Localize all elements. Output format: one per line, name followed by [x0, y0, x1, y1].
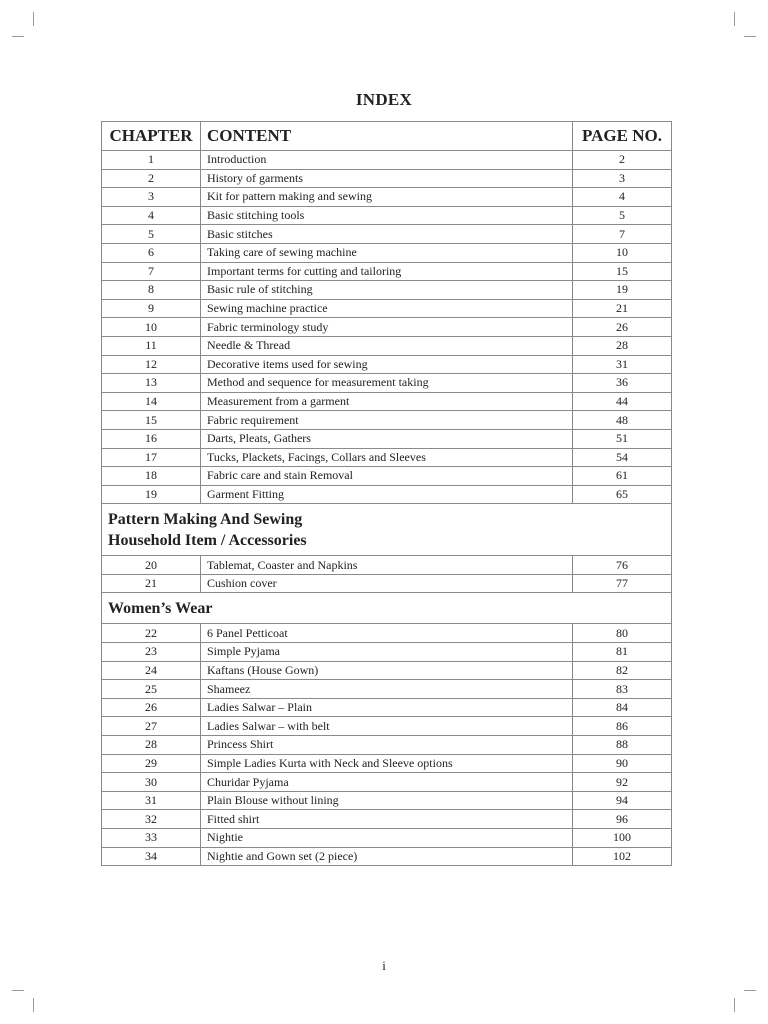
- chapter-title: Kaftans (House Gown): [201, 661, 573, 680]
- chapter-number: 7: [102, 262, 201, 281]
- chapter-title: Simple Pyjama: [201, 643, 573, 662]
- page-number-cell: 21: [573, 299, 672, 318]
- chapter-title: Basic rule of stitching: [201, 281, 573, 300]
- page-number-cell: 81: [573, 643, 672, 662]
- chapter-number: 15: [102, 411, 201, 430]
- chapter-number: 14: [102, 392, 201, 411]
- table-row: [102, 169, 672, 188]
- chapter-title: Measurement from a garment: [201, 392, 573, 411]
- chapter-title: Princess Shirt: [201, 736, 573, 755]
- table-row: [102, 392, 672, 411]
- table-row: [102, 411, 672, 430]
- chapter-title: Fabric care and stain Removal: [201, 467, 573, 486]
- page-number-cell: 3: [573, 169, 672, 188]
- table-row: [102, 448, 672, 467]
- chapter-title: Basic stitching tools: [201, 206, 573, 225]
- crop-mark: [744, 990, 756, 991]
- chapter-number: 25: [102, 680, 201, 699]
- chapter-number: 2: [102, 169, 201, 188]
- page-number-cell: 92: [573, 773, 672, 792]
- page-number-cell: 94: [573, 791, 672, 810]
- page-number-cell: 48: [573, 411, 672, 430]
- page-number-cell: 100: [573, 829, 672, 848]
- page-number: i: [382, 958, 386, 973]
- section-heading-row: [102, 504, 672, 556]
- chapter-title: Ladies Salwar – with belt: [201, 717, 573, 736]
- chapter-number: 20: [102, 556, 201, 575]
- chapter-number: 17: [102, 448, 201, 467]
- chapter-title: Sewing machine practice: [201, 299, 573, 318]
- chapter-number: 33: [102, 829, 201, 848]
- chapter-number: 29: [102, 754, 201, 773]
- chapter-title: Nightie: [201, 829, 573, 848]
- chapter-number: 12: [102, 355, 201, 374]
- chapter-number: 9: [102, 299, 201, 318]
- chapter-number: 5: [102, 225, 201, 244]
- chapter-number: 26: [102, 698, 201, 717]
- table-row: [102, 661, 672, 680]
- crop-mark: [12, 36, 24, 37]
- table-row: [102, 281, 672, 300]
- content-header: CONTENT: [201, 122, 573, 151]
- chapter-number: 18: [102, 467, 201, 486]
- crop-mark: [33, 12, 34, 26]
- chapter-number: 34: [102, 847, 201, 866]
- table-row: [102, 624, 672, 643]
- page-number-cell: 82: [573, 661, 672, 680]
- page-number-cell: 26: [573, 318, 672, 337]
- page-number-cell: 83: [573, 680, 672, 699]
- page-number-cell: 36: [573, 374, 672, 393]
- chapter-number: 22: [102, 624, 201, 643]
- table-row: [102, 467, 672, 486]
- page-header: PAGE NO.: [573, 122, 672, 151]
- table-row: [102, 736, 672, 755]
- page-number-cell: 5: [573, 206, 672, 225]
- chapter-title: History of garments: [201, 169, 573, 188]
- crop-mark: [33, 998, 34, 1012]
- chapter-title: Tablemat, Coaster and Napkins: [201, 556, 573, 575]
- table-row: [102, 847, 672, 866]
- table-row: [102, 243, 672, 262]
- chapter-title: Shameez: [201, 680, 573, 699]
- page-number-cell: 88: [573, 736, 672, 755]
- table-row: [102, 574, 672, 593]
- table-row: [102, 485, 672, 504]
- table-row: [102, 151, 672, 170]
- chapter-number: 10: [102, 318, 201, 337]
- page-title: INDEX: [355, 90, 413, 109]
- page-number-cell: 54: [573, 448, 672, 467]
- chapter-title: Basic stitches: [201, 225, 573, 244]
- crop-mark: [744, 36, 756, 37]
- chapter-title: Decorative items used for sewing: [201, 355, 573, 374]
- section-heading-row: [102, 593, 672, 624]
- chapter-title: Ladies Salwar – Plain: [201, 698, 573, 717]
- page-number-cell: 10: [573, 243, 672, 262]
- chapter-title: Darts, Pleats, Gathers: [201, 429, 573, 448]
- page-number-cell: 65: [573, 485, 672, 504]
- page-number-cell: 19: [573, 281, 672, 300]
- crop-mark: [12, 990, 24, 991]
- chapter-number: 31: [102, 791, 201, 810]
- chapter-number: 8: [102, 281, 201, 300]
- page-number-cell: 90: [573, 754, 672, 773]
- page-number-cell: 102: [573, 847, 672, 866]
- chapter-title: Churidar Pyjama: [201, 773, 573, 792]
- chapter-number: 16: [102, 429, 201, 448]
- chapter-number: 30: [102, 773, 201, 792]
- table-row: [102, 318, 672, 337]
- table-row: [102, 698, 672, 717]
- table-row: [102, 188, 672, 207]
- page-number-cell: 31: [573, 355, 672, 374]
- index-table: [101, 121, 672, 866]
- page-number-cell: 4: [573, 188, 672, 207]
- table-row: [102, 374, 672, 393]
- table-row: [102, 810, 672, 829]
- chapter-number: 13: [102, 374, 201, 393]
- section-heading: Women’s Wear: [102, 593, 672, 624]
- chapter-title: Fabric requirement: [201, 411, 573, 430]
- chapter-number: 24: [102, 661, 201, 680]
- crop-mark: [734, 998, 735, 1012]
- table-row: [102, 355, 672, 374]
- table-row: [102, 429, 672, 448]
- chapter-title: Simple Ladies Kurta with Neck and Sleeve options: [201, 754, 573, 773]
- page-number-cell: 28: [573, 336, 672, 355]
- chapter-title: Cushion cover: [201, 574, 573, 593]
- chapter-number: 32: [102, 810, 201, 829]
- page-number-cell: 61: [573, 467, 672, 486]
- page-number-cell: 44: [573, 392, 672, 411]
- table-row: [102, 643, 672, 662]
- chapter-number: 27: [102, 717, 201, 736]
- page-number-cell: 76: [573, 556, 672, 575]
- chapter-title: Method and sequence for measurement taking: [201, 374, 573, 393]
- table-row: [102, 717, 672, 736]
- table-row: [102, 829, 672, 848]
- page-number-cell: 96: [573, 810, 672, 829]
- table-row: [102, 556, 672, 575]
- chapter-number: 11: [102, 336, 201, 355]
- page-number-cell: 84: [573, 698, 672, 717]
- chapter-title: Plain Blouse without lining: [201, 791, 573, 810]
- chapter-title: Introduction: [201, 151, 573, 170]
- page-number-cell: 86: [573, 717, 672, 736]
- chapter-header: CHAPTER: [102, 122, 201, 151]
- page-number-cell: 2: [573, 151, 672, 170]
- chapter-number: 28: [102, 736, 201, 755]
- chapter-number: 4: [102, 206, 201, 225]
- chapter-title: Tucks, Plackets, Facings, Collars and Sleeves: [201, 448, 573, 467]
- crop-mark: [734, 12, 735, 26]
- chapter-number: 3: [102, 188, 201, 207]
- chapter-title: Kit for pattern making and sewing: [201, 188, 573, 207]
- chapter-number: 6: [102, 243, 201, 262]
- page-number-cell: 15: [573, 262, 672, 281]
- chapter-title: Fitted shirt: [201, 810, 573, 829]
- chapter-title: Needle & Thread: [201, 336, 573, 355]
- chapter-number: 21: [102, 574, 201, 593]
- chapter-title: Important terms for cutting and tailoring: [201, 262, 573, 281]
- table-row: [102, 225, 672, 244]
- page-number-cell: 7: [573, 225, 672, 244]
- page-number-cell: 51: [573, 429, 672, 448]
- table-row: [102, 791, 672, 810]
- section-heading: Pattern Making And Sewing Household Item / Accessories: [102, 504, 672, 556]
- table-row: [102, 336, 672, 355]
- chapter-number: 23: [102, 643, 201, 662]
- table-row: [102, 206, 672, 225]
- chapter-number: 19: [102, 485, 201, 504]
- chapter-title: Fabric terminology study: [201, 318, 573, 337]
- page-number-cell: 80: [573, 624, 672, 643]
- table-row: [102, 754, 672, 773]
- chapter-title: Garment Fitting: [201, 485, 573, 504]
- table-row: [102, 680, 672, 699]
- chapter-title: Nightie and Gown set (2 piece): [201, 847, 573, 866]
- table-row: [102, 773, 672, 792]
- header-row: [102, 122, 672, 151]
- chapter-number: 1: [102, 151, 201, 170]
- chapter-title: Taking care of sewing machine: [201, 243, 573, 262]
- table-row: [102, 262, 672, 281]
- index-body: [102, 151, 672, 866]
- table-row: [102, 299, 672, 318]
- chapter-title: 6 Panel Petticoat: [201, 624, 573, 643]
- page-number-cell: 77: [573, 574, 672, 593]
